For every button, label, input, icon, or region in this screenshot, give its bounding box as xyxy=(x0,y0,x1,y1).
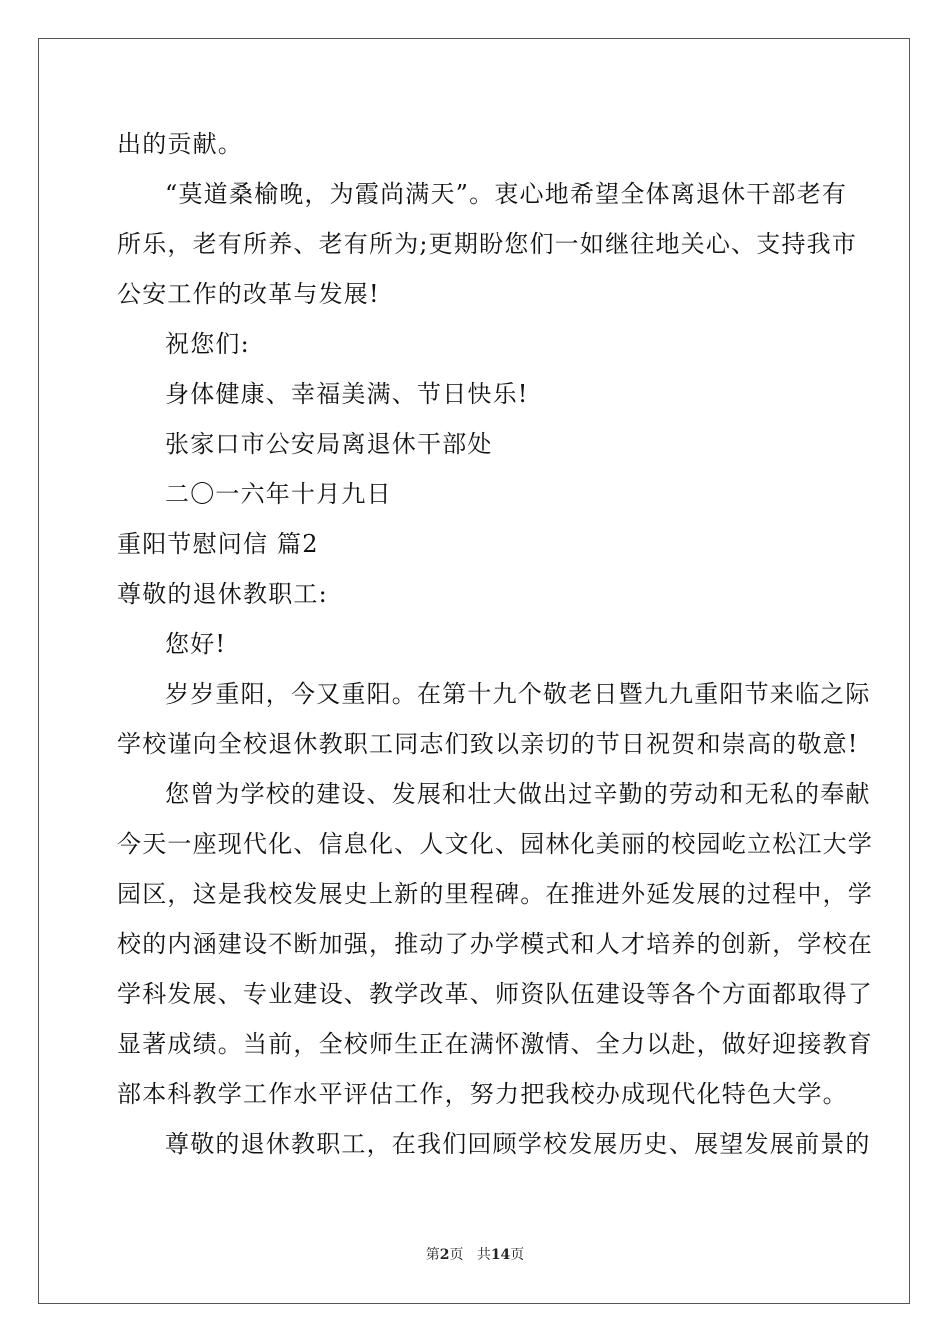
total-prefix: 共 xyxy=(476,1247,491,1263)
page-footer xyxy=(0,1244,950,1264)
date-line: 二〇一六年十月九日 xyxy=(165,480,392,508)
text-line: 出的贡献。 xyxy=(117,130,243,158)
text-line: 您好! xyxy=(165,630,227,658)
signature-line: 张家口市公安局离退休干部处 xyxy=(165,430,493,458)
text-line: 学校谨向全校退休教职工同志们致以亲切的节日祝贺和崇高的敬意! xyxy=(117,730,859,758)
text-line: 尊敬的退休教职工，在我们回顾学校发展历史、展望发展前景的 xyxy=(165,1130,871,1158)
page-prefix: 第 xyxy=(425,1247,440,1263)
text-line: 今天一座现代化、信息化、人文化、园林化美丽的校园屹立松江大学 xyxy=(117,830,873,858)
total-suffix: 页 xyxy=(510,1247,525,1263)
page-suffix: 页 xyxy=(449,1247,464,1263)
text-line: 岁岁重阳，今又重阳。在第十九个敬老日暨九九重阳节来临之际 xyxy=(165,680,871,708)
salutation: 尊敬的退休教职工: xyxy=(117,580,328,608)
text-line: 学科发展、专业建设、教学改革、师资队伍建设等各个方面都取得了 xyxy=(117,980,873,1008)
text-line: “莫道桑榆晚，为霞尚满天”。衷心地希望全体离退休干部老有 xyxy=(165,180,848,208)
text-line: 公安工作的改革与发展! xyxy=(117,280,380,308)
page-number: 2 xyxy=(439,1247,450,1263)
text-line: 校的内涵建设不断加强，推动了办学模式和人才培养的创新，学校在 xyxy=(117,930,873,958)
text-line: 所乐，老有所养、老有所为;更期盼您们一如继往地关心、支持我市 xyxy=(117,230,858,258)
section-heading: 重阳节慰问信 篇2 xyxy=(117,530,319,558)
text-line: 园区，这是我校发展史上新的里程碑。在推进外延发展的过程中，学 xyxy=(117,880,873,908)
text-line: 显著成绩。当前，全校师生正在满怀激情、全力以赴，做好迎接教育 xyxy=(117,1030,873,1058)
text-line: 身体健康、幸福美满、节日快乐! xyxy=(165,380,529,408)
text-line: 祝您们: xyxy=(165,330,250,358)
text-line: 您曾为学校的建设、发展和壮大做出过辛勤的劳动和无私的奉献 xyxy=(165,780,871,808)
text-line: 部本科教学工作水平评估工作，努力把我校办成现代化特色大学。 xyxy=(117,1080,848,1108)
total-pages: 14 xyxy=(490,1247,511,1263)
